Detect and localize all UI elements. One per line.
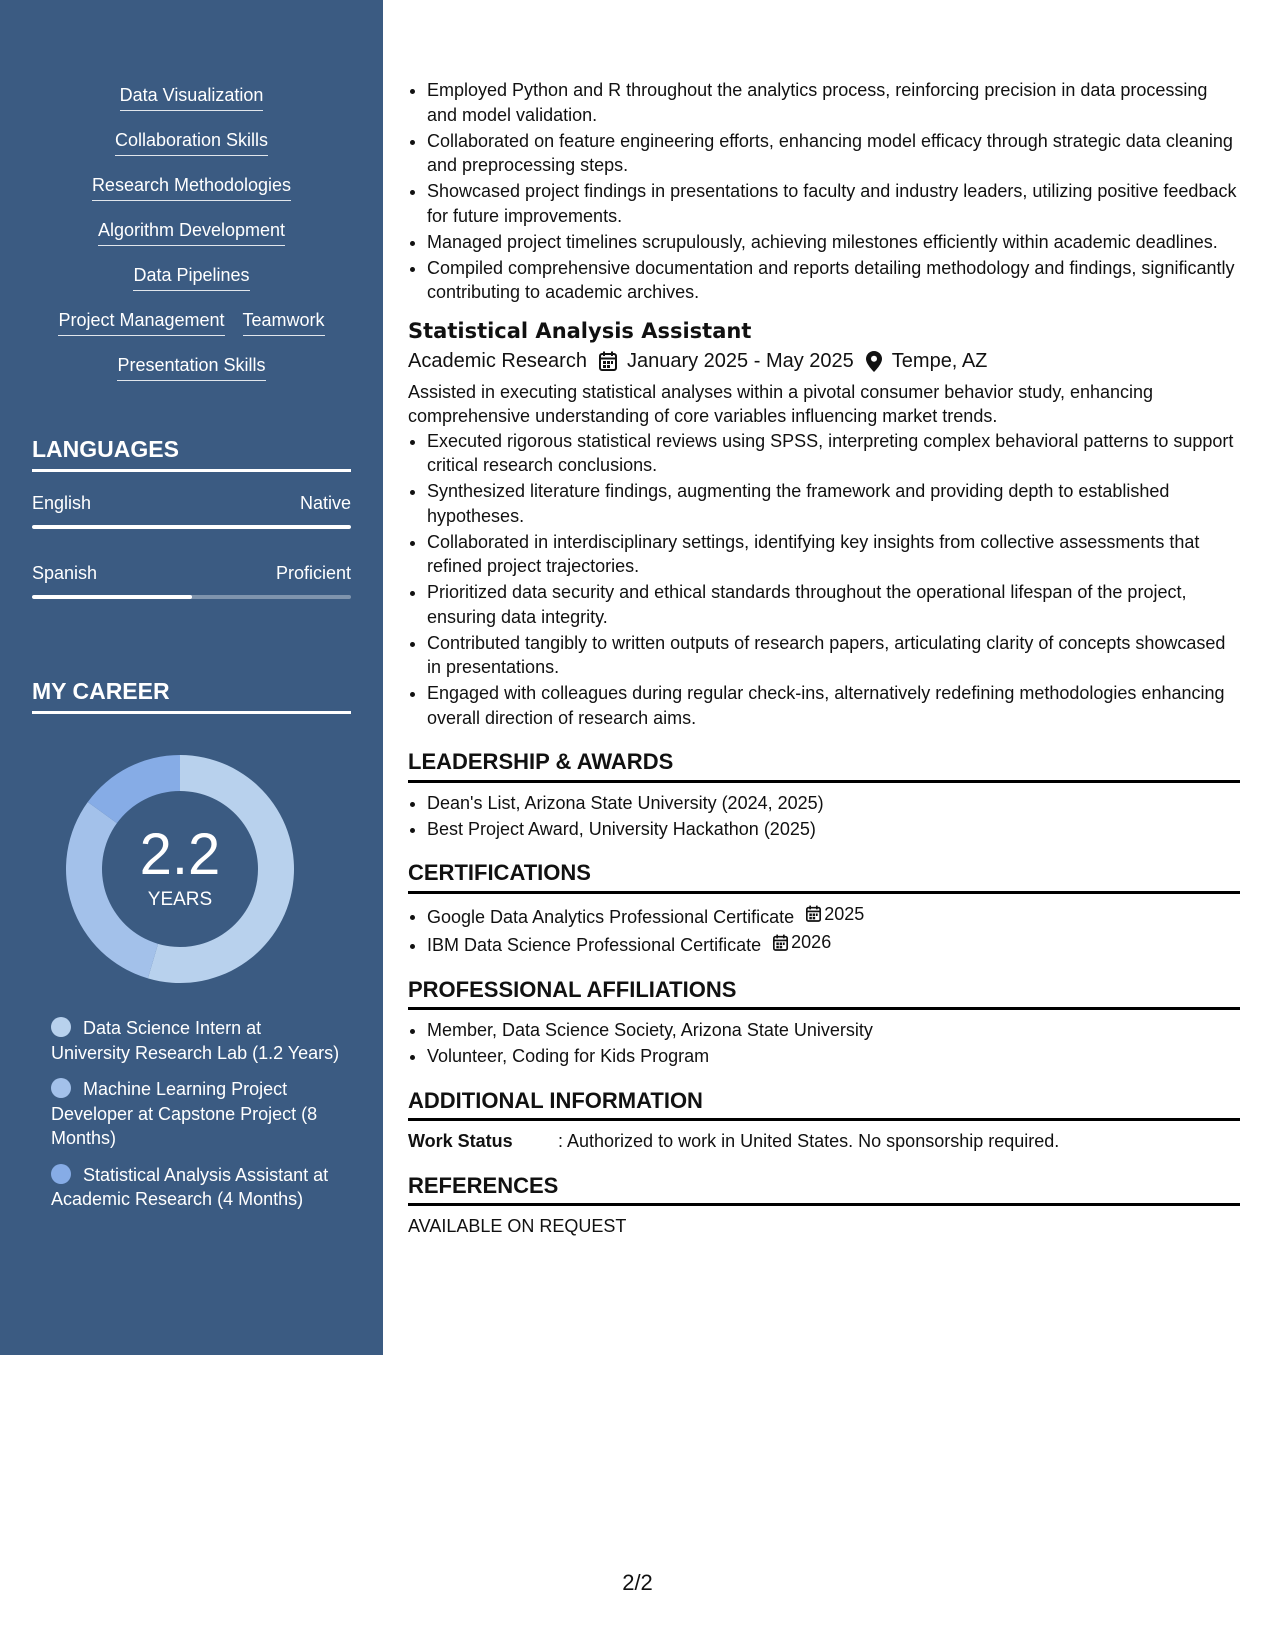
certification-item [427,930,1240,957]
language-item [32,563,351,599]
certifications-heading: CERTIFICATIONS [408,861,1240,894]
skill-tag: Project Management [58,309,224,336]
skill-tag: Data Pipelines [133,264,249,291]
language-bar-fill [32,595,192,599]
career-legend-label: Machine Learning Project Developer at Capstone Project (8 Months) [51,1079,318,1148]
bullet-item: • Employed Python and R throughout the analytics process, reinforcing precision in data processing and model validation. [427,78,1240,127]
certification-year-text: 2026 [791,932,832,953]
skills-list [32,84,351,399]
skill-row [32,129,351,174]
bullet-item: • Collaborated in interdisciplinary settings, identifying key insights from collective assessments that refined project trajectories. [427,530,1240,579]
leadership-heading: LEADERSHIP & AWARDS [408,750,1240,783]
work-status-value: : Authorized to work in United States. No sponsorship required. [558,1131,1060,1151]
skill-row [32,174,351,219]
career-heading: MY CAREER [32,678,351,714]
certification-item [427,902,1240,929]
certification-year [773,930,831,955]
skill-tag: Presentation Skills [117,354,265,381]
career-legend-item [51,1163,341,1212]
award-item: • Best Project Award, University Hackathon (2025) [427,817,1240,842]
career-total-value: 2.2 [139,822,221,887]
language-level: Native [299,493,351,513]
skill-tag: Teamwork [243,309,325,336]
language-name: English [32,493,92,513]
additional-info-heading: ADDITIONAL INFORMATION [408,1089,1240,1122]
certification-year-text: 2025 [824,903,865,924]
legend-dot-icon [51,1017,71,1037]
job-location: Tempe, AZ [891,350,988,372]
location-pin-icon [866,351,882,372]
career-legend-item [51,1077,341,1151]
affiliation-item: • Volunteer, Coding for Kids Program [427,1044,1240,1069]
skill-row [32,84,351,129]
certification-year [806,902,864,927]
skill-tag: Collaboration Skills [115,129,268,156]
bullet-item: • Synthesized literature findings, augmenting the framework and providing depth to established hypotheses. [427,479,1240,528]
skill-row [32,219,351,264]
skill-tag: Data Visualization [120,84,264,111]
affiliation-item: • Member, Data Science Society, Arizona State University [427,1018,1240,1043]
bullet-item: • Contributed tangibly to written outputs of research papers, articulating clarity of concepts showcased in presentations. [427,631,1240,680]
bullet-item: • Compiled comprehensive documentation and reports detailing methodology and findings, significantly contributing to academic archives. [427,256,1240,305]
work-status-row [408,1129,1240,1154]
language-bar [32,595,351,599]
language-bar-fill [32,525,351,529]
leadership-list [408,791,1240,842]
bullet-item: • Prioritized data security and ethical standards throughout the operational lifespan of the project, ensuring data integrity. [427,580,1240,629]
main-content [408,78,1240,1239]
career-legend-label: Data Science Intern at University Research Lab (1.2 Years) [51,1018,340,1063]
page-number: 2/2 [622,1570,653,1595]
job-title: Statistical Analysis Assistant [408,318,752,343]
language-item [32,493,351,529]
language-level: Proficient [275,563,351,583]
career-legend-item [51,1016,341,1065]
certification-name: IBM Data Science Professional Certificate [427,935,762,955]
career-total-unit: YEARS [147,889,213,910]
job-bullets [408,429,1240,731]
language-bar [32,525,351,529]
affiliations-list [408,1018,1240,1069]
skill-row [32,264,351,309]
certification-name: Google Data Analytics Professional Certificate [427,906,795,927]
skill-tag: Algorithm Development [98,219,285,246]
bullet-item: • Showcased project findings in presentations to faculty and industry leaders, utilizing positive feedback for future improvements. [427,179,1240,228]
legend-dot-icon [51,1164,71,1184]
career-legend [51,1016,341,1224]
skill-row [32,354,351,399]
skill-row [32,309,351,354]
award-item: • Dean's List, Arizona State University (2024, 2025) [427,791,1240,816]
certifications-list [408,902,1240,958]
references-text: AVAILABLE ON REQUEST [408,1216,627,1236]
affiliations-heading: PROFESSIONAL AFFILIATIONS [408,978,1240,1011]
bullet-item: • Managed project timelines scrupulously, achieving milestones efficiently within academic deadlines. [427,230,1240,255]
job-dates: January 2025 - May 2025 [626,350,854,372]
bullet-item: • Collaborated on feature engineering efforts, enhancing model efficacy through strategic data cleaning and preprocessing steps. [427,129,1240,178]
references-heading: REFERENCES [408,1174,1240,1207]
sidebar [0,0,383,1355]
job-description: Assisted in executing statistical analyses within a pivotal consumer behavior study, enhancing comprehensive understanding of core variables influencing market trends. [408,381,1154,426]
career-legend-label: Statistical Analysis Assistant at Academic Research (4 Months) [51,1164,329,1209]
calendar-icon [599,351,617,371]
languages-heading: LANGUAGES [32,436,351,472]
bullet-item: • Executed rigorous statistical reviews using SPSS, interpreting complex behavioral patterns to support critical research conclusions. [427,429,1240,478]
job-company: Academic Research [408,350,587,372]
bullet-item: • Engaged with colleagues during regular check-ins, alternatively redefining methodologies enhancing overall direction of research aims. [427,681,1240,730]
previous-job-bullets [408,78,1240,305]
legend-dot-icon [51,1078,71,1098]
calendar-icon [773,934,791,951]
language-name: Spanish [32,563,98,583]
career-donut-chart [66,755,294,983]
work-status-label: Work Status [408,1131,513,1151]
skill-tag: Research Methodologies [92,174,291,201]
calendar-icon [806,905,824,922]
job-meta [408,349,1240,374]
